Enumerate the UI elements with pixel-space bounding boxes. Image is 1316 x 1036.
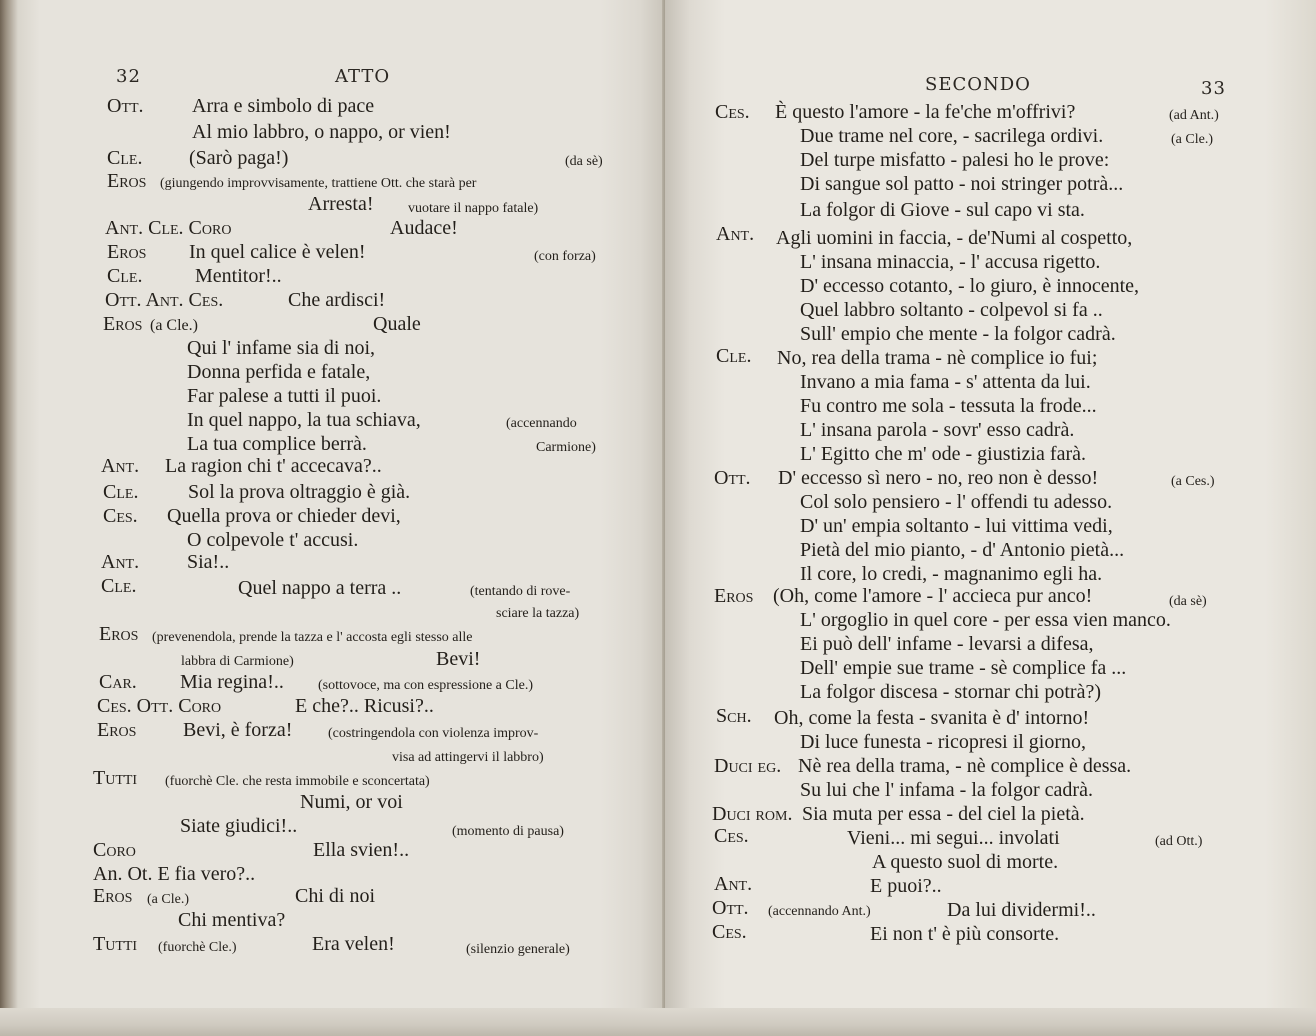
verse-line: D' un' empia soltanto - lui vittima vedi,	[800, 515, 1113, 537]
speaker-label: Ant.	[101, 551, 140, 573]
verse-line: E puoi?..	[870, 875, 942, 897]
verse-line: Bevi!	[436, 648, 481, 670]
verse-line: Del turpe misfatto - palesi ho le prove:	[800, 149, 1110, 171]
verse-line: D' eccesso sì nero - no, reo non è desso!	[778, 467, 1099, 489]
verse-line: La folgor di Giove - sul capo vi sta.	[800, 199, 1085, 221]
verse-line: Chi mentiva?	[178, 909, 286, 931]
stage-direction: (ad Ott.)	[1155, 834, 1203, 849]
verse-line: Siate giudici!..	[180, 815, 298, 837]
speaker-label: Ant.	[101, 455, 140, 477]
verse-line: Pietà del mio pianto, - d' Antonio pietà...	[800, 539, 1125, 561]
verse-line: Audace!	[390, 217, 458, 239]
speaker-label: Tutti	[93, 767, 138, 789]
stage-direction: (accennando Ant.)	[768, 904, 871, 919]
speaker-label: Tutti	[93, 933, 138, 955]
page-number-right: 33	[1201, 78, 1226, 99]
stage-direction: (da sè)	[1169, 594, 1207, 609]
verse-line: E che?.. Ricusi?..	[295, 695, 434, 717]
speaker-label: Eros	[97, 719, 137, 741]
speaker-label: Ces.	[714, 825, 749, 847]
stage-direction: (a Cle.)	[147, 892, 189, 907]
verse-line: Ei non t' è più consorte.	[870, 923, 1060, 945]
stage-direction: (ad Ant.)	[1169, 108, 1219, 123]
verse-line: Due trame nel core, - sacrilega ordivi.	[800, 125, 1104, 147]
verse-line: In quel nappo, la tua schiava,	[187, 409, 421, 431]
verse-line: O colpevole t' accusi.	[187, 529, 359, 551]
speaker-label: Sch.	[716, 705, 752, 727]
speaker-label: Ant.	[716, 223, 755, 245]
verse-line: Quel labbro soltanto - colpevol si fa ..	[800, 299, 1103, 321]
speaker-label: Ott. Ant. Ces.	[105, 289, 224, 311]
stage-direction: (con forza)	[534, 249, 596, 264]
speaker-label: Eros	[99, 623, 139, 645]
verse-line: An. Ot. E fia vero?..	[93, 863, 256, 885]
speaker-label: Cle.	[716, 345, 752, 367]
verse-line: Dell' empie sue trame - sè complice fa ...	[800, 657, 1127, 679]
running-head-left: ATTO	[335, 66, 391, 87]
speaker-label: Ott.	[107, 95, 144, 117]
stage-direction: (sottovoce, ma con espressione a Cle.)	[318, 678, 533, 693]
verse-line: Mentitor!..	[195, 265, 282, 287]
speaker-label: Ces.	[715, 101, 750, 123]
running-head-right: SECONDO	[925, 74, 1031, 95]
verse-line: Che ardisci!	[288, 289, 386, 311]
speaker-label: Cle.	[103, 481, 139, 503]
stage-direction: (fuorchè Cle.)	[158, 940, 237, 955]
verse-line: L' insana minaccia, - l' accusa rigetto.	[800, 251, 1101, 273]
speaker-label: Car.	[99, 671, 137, 693]
verse-line: Sol la prova oltraggio è già.	[188, 481, 411, 503]
stage-direction: vuotare il nappo fatale)	[408, 201, 539, 216]
speaker-label: Coro	[93, 839, 136, 861]
verse-line: È questo l'amore - la fe'che m'offrivi?	[775, 101, 1076, 123]
stage-direction: (momento di pausa)	[452, 824, 564, 839]
verse-line: Il core, lo credi, - magnanimo egli ha.	[800, 563, 1103, 585]
verse-line: Quella prova or chieder devi,	[167, 505, 401, 527]
verse-line: Di sangue sol patto - noi stringer potrà...	[800, 173, 1124, 195]
verse-line: In quel calice è velen!	[189, 241, 366, 263]
verse-line: Bevi, è forza!	[183, 719, 293, 741]
verse-line: L' insana parola - sovr' esso cadrà.	[800, 419, 1075, 441]
speaker-label: Eros	[107, 170, 147, 192]
speaker-label: Duci rom.	[712, 803, 793, 825]
speaker-label: Eros	[93, 885, 133, 907]
stage-direction: (giungendo improvvisamente, trattiene Ott. che starà per	[160, 176, 477, 191]
stage-direction: (da sè)	[565, 154, 603, 169]
verse-line: Di luce funesta - ricopresi il giorno,	[800, 731, 1087, 753]
speaker-label: Ces.	[712, 921, 747, 943]
speaker-label: Ces. Ott. Coro	[97, 695, 222, 717]
verse-line: L' orgoglio in quel core - per essa vien manco.	[800, 609, 1171, 631]
verse-line: L' Egitto che m' ode - giustizia farà.	[800, 443, 1086, 465]
verse-line: Da lui dividermi!..	[947, 899, 1096, 921]
verse-line: Ella svien!..	[313, 839, 410, 861]
verse-line: Far palese a tutti il puoi.	[187, 385, 382, 407]
verse-line: Era velen!	[312, 933, 395, 955]
verse-line: Oh, come la festa - svanita è d' intorno!	[774, 707, 1090, 729]
right-page	[665, 0, 1316, 1036]
stage-direction: (tentando di rove-	[470, 584, 571, 599]
stage-direction: (silenzio generale)	[466, 942, 570, 957]
verse-line: Numi, or voi	[300, 791, 403, 813]
speaker-label: Ant.	[714, 873, 753, 895]
verse-line: Fu contro me sola - tessuta la frode...	[800, 395, 1097, 417]
speaker-label: Eros	[103, 313, 143, 335]
verse-line: Invano a mia fama - s' attenta da lui.	[800, 371, 1091, 393]
verse-line: Chi di noi	[295, 885, 376, 907]
speaker-label: Cle.	[101, 575, 137, 597]
verse-line: Sia muta per essa - del ciel la pietà.	[802, 803, 1085, 825]
verse-line: A questo suol di morte.	[872, 851, 1059, 873]
stage-direction: (prevenendola, prende la tazza e l' accosta egli stesso alle	[152, 630, 473, 645]
verse-line: D' eccesso cotanto, - lo giuro, è innocente,	[800, 275, 1140, 297]
stage-direction: (a Cle.)	[1171, 132, 1213, 147]
speaker-label: Cle.	[107, 147, 143, 169]
stage-direction: (a Cle.)	[150, 317, 198, 334]
speaker-label: Ott.	[714, 467, 751, 489]
verse-line: Arresta!	[308, 193, 374, 215]
speaker-label: Ant. Cle. Coro	[105, 217, 232, 239]
stage-direction: (a Ces.)	[1171, 474, 1215, 489]
verse-line: No, rea della trama - nè complice io fui;	[777, 347, 1098, 369]
verse-line: La ragion chi t' accecava?..	[165, 455, 382, 477]
speaker-label: Eros	[107, 241, 147, 263]
verse-line: Sia!..	[187, 551, 230, 573]
verse-line: Ei può dell' infame - levarsi a difesa,	[800, 633, 1094, 655]
stage-direction: (accennando	[506, 416, 577, 431]
speaker-label: Eros	[714, 585, 754, 607]
speaker-label: Duci eg.	[714, 755, 782, 777]
verse-line: Quel nappo a terra ..	[238, 577, 402, 599]
speaker-label: Cle.	[107, 265, 143, 287]
verse-line: Quale	[373, 313, 421, 335]
verse-line: Vieni... mi segui... involati	[847, 827, 1060, 849]
stage-direction: Carmione)	[536, 440, 596, 455]
verse-line: Al mio labbro, o nappo, or vien!	[192, 121, 451, 143]
verse-line: Nè rea della trama, - nè complice è dessa.	[798, 755, 1132, 777]
stage-direction: (costringendola con violenza improv-	[328, 726, 539, 741]
verse-line: Sull' empio che mente - la folgor cadrà.	[800, 323, 1116, 345]
verse-line: La tua complice berrà.	[187, 433, 367, 455]
verse-line: Agli uomini in faccia, - de'Numi al cospetto,	[776, 227, 1133, 249]
speaker-label: Ott.	[712, 897, 749, 919]
verse-line: (Oh, come l'amore - l' accieca pur anco!	[773, 585, 1093, 607]
stage-direction: sciare la tazza)	[496, 606, 580, 621]
verse-line: Col solo pensiero - l' offendi tu adesso.	[800, 491, 1113, 513]
speaker-label: Ces.	[103, 505, 138, 527]
page-bottom-edge	[0, 1008, 1316, 1036]
verse-line: Mia regina!..	[180, 671, 284, 693]
verse-line: Su lui che l' infama - la folgor cadrà.	[800, 779, 1093, 801]
verse-line: Donna perfida e fatale,	[187, 361, 371, 383]
verse-line: Arra e simbolo di pace	[192, 95, 375, 117]
verse-line: La folgor discesa - stornar chi potrà?)	[800, 681, 1101, 703]
stage-direction: (fuorchè Cle. che resta immobile e sconcertata)	[165, 774, 430, 789]
stage-direction: labbra di Carmione)	[181, 654, 294, 669]
stage-direction: visa ad attingervi il labbro)	[392, 750, 544, 765]
verse-line: (Sarò paga!)	[189, 147, 289, 169]
page-number-left: 32	[116, 66, 141, 87]
verse-line: Qui l' infame sia di noi,	[187, 337, 376, 359]
